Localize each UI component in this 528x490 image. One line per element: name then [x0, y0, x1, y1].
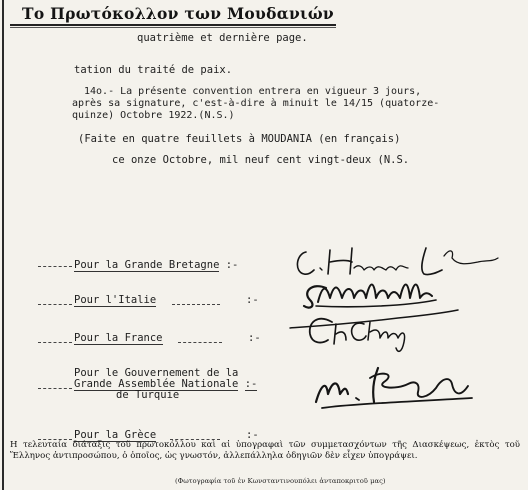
title-rule-thin: [10, 27, 336, 28]
signature-leader-dash: [172, 304, 220, 305]
photo-credit: (Φωτογραφία τοῦ ἐν Κωνσταντινουπόλει ἀνταποκριτοῦ μας): [175, 477, 386, 485]
signature-label-turkey-line-3: de Turquie: [116, 389, 180, 401]
footnote-text: Η τελευταία διάταξις τοῦ πρωτοκόλλου καὶ αἱ ὑπογραφαὶ τῶν συμμετασχόντων τῆς Διασκέψεως, ἐκτὸς τοῦ Ἕλληνος ἀντιπροσώπου, ὁ ὁποῖος, ὡς γνωστόν, ἀλλεπάλληλα ὁδηγιῶν δὲν εἶχεν ὑπογράψει.: [10, 440, 520, 461]
page-subtitle: quatrième et dernière page.: [137, 32, 308, 44]
fait-line: (Faite en quatre feuillets à MOUDANIA (en français): [78, 133, 401, 145]
signature-colon: :-: [246, 294, 259, 306]
title-rule: [10, 24, 336, 26]
article-14-line-2: après sa signature, c'est-à-dire à minuit le 14/15 (quatorze-: [72, 98, 440, 109]
signature-colon: :-: [246, 429, 259, 441]
signature-label-britain: Pour la Grande Bretagne :-: [74, 259, 239, 271]
signature-label-greece: Pour la Grèce: [74, 429, 157, 441]
signature-mombelli: [296, 276, 496, 312]
signature-ismet: [312, 364, 482, 414]
page-border: [2, 0, 4, 490]
signature-label-turkey-line-2: Grande Assemblée Nationale :-: [74, 378, 258, 390]
signature-leader-dash: [38, 388, 72, 389]
signature-label-italy: Pour l'Italie: [74, 294, 157, 306]
article-14-line-3: quinze) Octobre 1922.(N.S.): [72, 110, 235, 121]
signature-leader-dash: [38, 266, 72, 267]
page-title: Το Πρωτόκολλον των Μουδανιών: [22, 4, 334, 23]
signature-leader-dash: [38, 342, 72, 343]
article-14-line-1: 14o.- La présente convention entrera en vigueur 3 jours,: [84, 86, 422, 97]
signature-colon: :-: [248, 332, 261, 344]
signature-label-turkey-line-1: Pour le Gouvernement de la: [74, 367, 239, 379]
signature-harington: [292, 244, 502, 280]
signature-leader-dash: [38, 304, 72, 305]
signature-label-france: Pour la France: [74, 332, 163, 344]
signature-leader-dash: [178, 342, 222, 343]
signature-charpy: [288, 308, 488, 360]
date-line: ce onze Octobre, mil neuf cent vingt-deux (N.S.: [112, 154, 410, 166]
ratification-line: tation du traité de paix.: [74, 64, 233, 76]
